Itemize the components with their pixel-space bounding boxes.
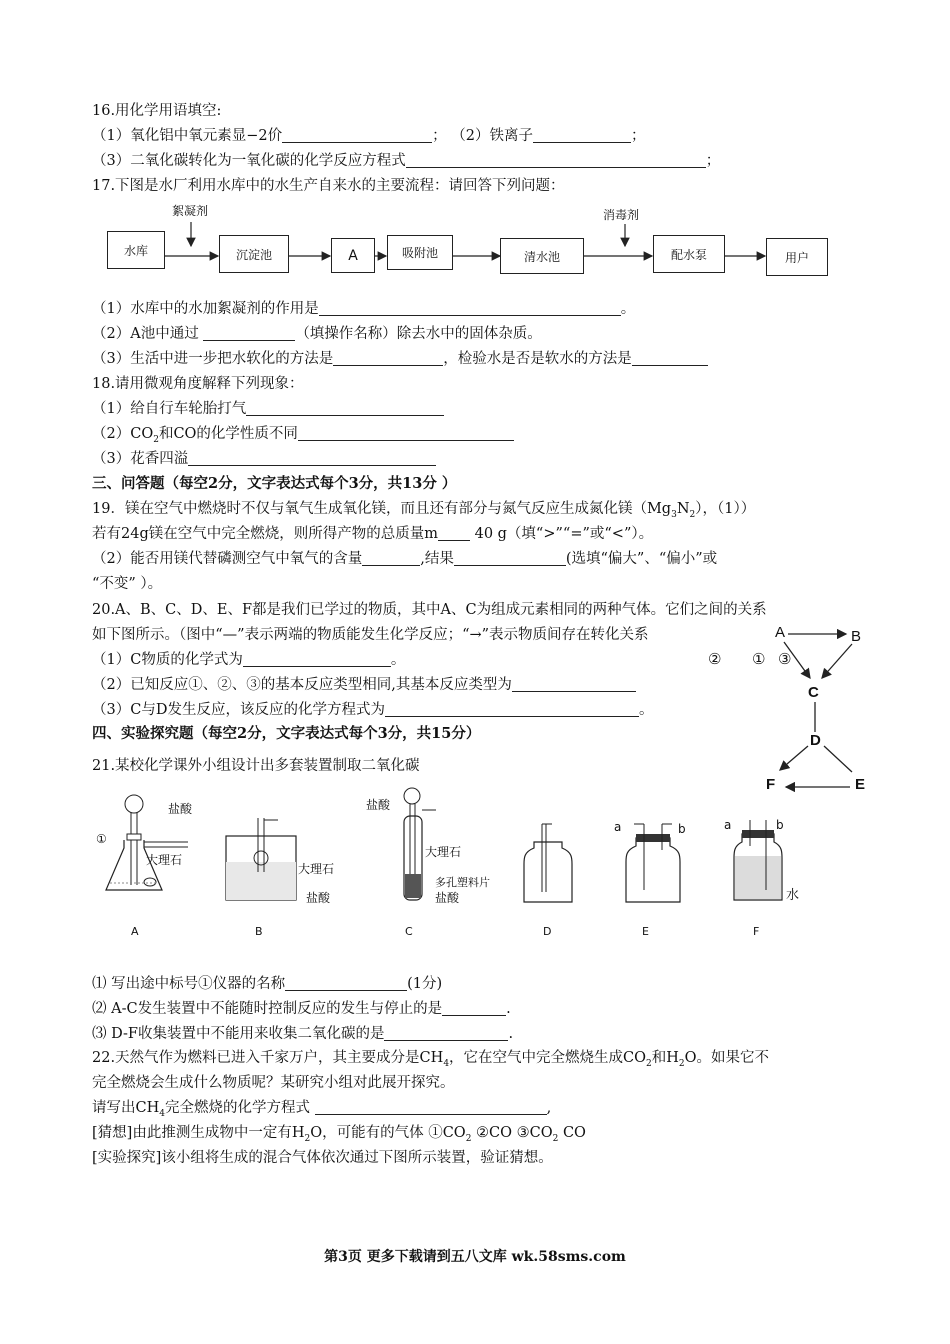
q20-line2: 如下图所示。（图中“—”表示两端的物质能发生化学反应；“→”表示物质间存在转化关系 <box>92 627 649 643</box>
q20-sub2 <box>92 675 636 695</box>
label-acid-c: 盐酸 <box>435 891 460 905</box>
answer-blank[interactable] <box>533 128 631 143</box>
subscript: 4 <box>159 1108 165 1119</box>
q18-sub1 <box>92 399 444 419</box>
subscript: 2 <box>304 1133 311 1144</box>
q17-sub1-end: 。 <box>620 301 636 317</box>
q20-sub1-text: （1）C物质的化学式为 <box>92 652 243 668</box>
q18-sub2-text: （2）CO <box>92 426 154 442</box>
q21-sub2-text: ⑵ A-C发生装置中不能随时控制反应的发生与停止的是 <box>92 1001 443 1017</box>
caption-b: B <box>255 925 263 938</box>
answer-blank[interactable] <box>406 153 706 168</box>
caption-c: C <box>405 925 413 938</box>
subscript: 4 <box>443 1058 450 1069</box>
q19-line3 <box>92 549 717 569</box>
answer-blank[interactable] <box>315 1100 547 1115</box>
q22-line4 <box>92 1123 586 1149</box>
answer-blank[interactable] <box>512 677 636 692</box>
q20-sub1-end: 。 <box>390 652 406 668</box>
flocculant-label: 絮凝剂 <box>172 204 209 218</box>
section3-heading: 三、问答题（每空2分，文字表达式每个3分，共13分 ） <box>92 475 457 492</box>
caption-d: D <box>543 925 552 938</box>
node-b: B <box>851 628 862 645</box>
q21-sub3 <box>92 1024 513 1044</box>
q17-sub1 <box>92 299 635 319</box>
node-e: E <box>855 776 866 793</box>
answer-blank[interactable] <box>362 551 420 566</box>
label-marble-c: 大理石 <box>425 845 462 859</box>
q17-sub3-text: （3）生活中进一步把水软化的方法是 <box>92 351 334 367</box>
relationship-lines <box>760 620 880 800</box>
label-acid-c-top: 盐酸 <box>366 798 391 812</box>
label-acid-b: 盐酸 <box>306 891 331 905</box>
q20-line1: 20.A、B、C、D、E、F都是我们已学过的物质，其中A、C为组成元素相同的两种气体。它们之间的关系 <box>92 602 767 618</box>
label-porous-plate: 多孔塑料片 <box>435 876 490 889</box>
q22-text1d: O。如果它不 <box>684 1050 770 1066</box>
q18-sub2 <box>92 424 514 450</box>
q16-part3: （3）二氧化碳转化为一氧化碳的化学反应方程式 <box>92 153 406 169</box>
reaction-1-label: ① <box>752 651 766 668</box>
apparatus-d-drawing <box>520 822 576 906</box>
q20-sub3-end: 。 <box>638 702 654 718</box>
flow-arrows <box>100 212 840 282</box>
q21-sub3-end: . <box>508 1026 514 1042</box>
q20-sub3 <box>92 700 653 720</box>
q22-line5: [实验探究]该小组将生成的混合气体依次通过下图所示装置，验证猜想。 <box>92 1150 553 1166</box>
subscript: 2 <box>153 434 159 445</box>
q22-text3b: 完全燃烧的化学方程式 <box>164 1100 310 1116</box>
q16-part3-end: ； <box>705 153 721 169</box>
q22-text4a: [猜想]由此推测生成物中一定有H <box>92 1125 305 1141</box>
q16-line2 <box>92 151 720 171</box>
q20-sub3-text: （3）C与D发生反应，该反应的化学方程式为 <box>92 702 385 718</box>
answer-blank[interactable] <box>384 1026 508 1041</box>
answer-blank[interactable] <box>246 401 444 416</box>
q17-sub1-text: （1）水库中的水加絮凝剂的作用是 <box>92 301 319 317</box>
q22-text3a: 请写出CH <box>92 1100 160 1116</box>
flow-box-pump: 配水泵 <box>653 235 725 273</box>
node-d: D <box>810 732 821 749</box>
subscript: 2 <box>678 1058 685 1069</box>
q21-sub1 <box>92 974 442 994</box>
label-circle-1: ① <box>96 832 107 846</box>
label-marble-a: 大理石 <box>146 853 183 867</box>
q19-text1: 19．镁在空气中燃烧时不仅与氧气生成氧化镁，而且还有部分与氮气反应生成氮化镁（Mg <box>92 501 672 517</box>
flow-box-user: 用户 <box>766 238 828 276</box>
flow-box-sedimentation: 沉淀池 <box>219 235 289 273</box>
q17-sub2-text: （2）A池中通过 <box>92 326 199 342</box>
subscript: 2 <box>465 1133 472 1144</box>
q18-sub1-text: （1）给自行车轮胎打气 <box>92 401 247 417</box>
subscript: 2 <box>689 509 696 520</box>
answer-blank[interactable] <box>438 526 470 541</box>
q20-sub1 <box>92 650 405 670</box>
q19-text2b: 40 g（填“>”“=”或“<”）。 <box>474 526 654 542</box>
label-acid-a: 盐酸 <box>168 802 193 816</box>
q22-text4b: O，可能有的气体 ①CO <box>310 1125 466 1141</box>
q22-text1b: ，它在空气中完全燃烧生成CO <box>449 1050 647 1066</box>
flow-box-a: A <box>331 238 375 273</box>
q17-sub2 <box>92 324 542 344</box>
q19-line1 <box>92 499 755 525</box>
subscript: 2 <box>552 1133 559 1144</box>
disinfectant-label: 消毒剂 <box>603 208 640 222</box>
label-e-b: b <box>678 822 686 836</box>
node-f: F <box>766 776 776 793</box>
q18-sub2-text2: 和CO的化学性质不同 <box>158 426 298 442</box>
answer-blank[interactable] <box>243 652 391 667</box>
q16-part1: （1）氧化铝中氧元素显−2价 <box>92 128 283 144</box>
q19-text3c: (选填“偏大”、“偏小”或 <box>565 551 718 567</box>
label-f-a: a <box>724 818 732 832</box>
q16-part2: ； （2）铁离子 <box>432 128 533 144</box>
q19-text1c: ），（1）） <box>695 501 756 517</box>
q19-line2 <box>92 524 653 544</box>
apparatus-e-drawing <box>622 820 684 906</box>
q22-line3 <box>92 1098 551 1124</box>
q22-text4d: CO <box>558 1125 586 1141</box>
q21-sub1-text: ⑴ 写出途中标号①仪器的名称 <box>92 976 286 992</box>
q22-text3c: , <box>546 1100 552 1116</box>
q18-sub3 <box>92 449 436 469</box>
q21-title: 21.某校化学课外小组设计出多套装置制取二氧化碳 <box>92 758 420 774</box>
apparatus-b-drawing <box>218 812 302 904</box>
subscript: 3 <box>671 509 677 520</box>
page-footer: 第3页 更多下载请到五八文库 wk.58sms.com <box>324 1249 626 1265</box>
caption-e: E <box>642 925 649 938</box>
q18-sub3-text: （3）花香四溢 <box>92 451 189 467</box>
label-marble-b: 大理石 <box>298 862 335 876</box>
q21-sub2-end: . <box>506 1001 511 1017</box>
caption-f: F <box>753 925 760 938</box>
flow-box-clear-water: 清水池 <box>500 238 584 274</box>
q20-sub2-text: （2）已知反应①、②、③的基本反应类型相同,其基本反应类型为 <box>92 677 512 693</box>
answer-blank[interactable] <box>319 301 621 316</box>
reaction-2-label: ② <box>708 651 722 668</box>
node-c: C <box>808 684 819 701</box>
answer-blank[interactable] <box>188 451 436 466</box>
q19-line4: “不变” ）。 <box>92 576 163 592</box>
q17-title: 17.下图是水厂利用水库中的水生产自来水的主要流程：请回答下列问题： <box>92 178 565 194</box>
answer-blank[interactable] <box>385 702 639 717</box>
q22-text1a: 22.天然气作为燃料已进入千家万户，其主要成分是CH <box>92 1050 444 1066</box>
node-a: A <box>775 624 786 641</box>
label-e-a: a <box>614 820 622 834</box>
q16-title: 16.用化学用语填空: <box>92 103 222 119</box>
q19-text2: 若有24g镁在空气中完全燃烧，则所得产物的总质量m <box>92 526 438 542</box>
q21-sub2 <box>92 999 511 1019</box>
q18-title: 18.请用微观角度解释下列现象： <box>92 376 304 392</box>
q22-line2: 完全燃烧会生成什么物质呢？某研究小组对此展开探究。 <box>92 1075 455 1091</box>
flow-box-adsorption: 吸附池 <box>387 235 453 270</box>
q16-line1 <box>92 126 645 146</box>
answer-blank[interactable] <box>333 351 443 366</box>
q19-text1b: N <box>676 501 690 517</box>
reaction-3-label: ③ <box>778 651 792 668</box>
answer-blank[interactable] <box>203 326 295 341</box>
q17-sub3 <box>92 349 708 369</box>
answer-blank[interactable] <box>282 128 432 143</box>
q21-sub1-end: (1分) <box>407 976 443 992</box>
q17-sub2-end: （填操作名称）除去水中的固体杂质。 <box>295 326 542 342</box>
q22-line1 <box>92 1048 769 1074</box>
q19-text3b: ,结果 <box>420 551 454 567</box>
label-water: 水 <box>786 888 800 903</box>
answer-blank[interactable] <box>298 426 514 441</box>
q22-text1c: 和H <box>651 1050 679 1066</box>
label-f-b: b <box>776 818 784 832</box>
q19-text3: （2）能否用镁代替磷测空气中氧气的含量 <box>92 551 363 567</box>
answer-blank[interactable] <box>632 351 708 366</box>
section4-heading: 四、实验探究题（每空2分，文字表达式每个3分，共15分） <box>92 725 481 742</box>
caption-a: A <box>131 925 139 938</box>
q17-sub3-mid: ，检验水是否是软水的方法是 <box>443 351 632 367</box>
q21-sub3-text: ⑶ D-F收集装置中不能用来收集二氧化碳的是 <box>92 1026 385 1042</box>
answer-blank[interactable] <box>442 1001 506 1016</box>
q22-text4c: ②CO ③CO <box>471 1125 553 1141</box>
subscript: 2 <box>646 1058 652 1069</box>
q16-part2-end: ； <box>630 128 646 144</box>
answer-blank[interactable] <box>454 551 566 566</box>
answer-blank[interactable] <box>285 976 407 991</box>
flow-box-reservoir: 水库 <box>107 231 165 269</box>
